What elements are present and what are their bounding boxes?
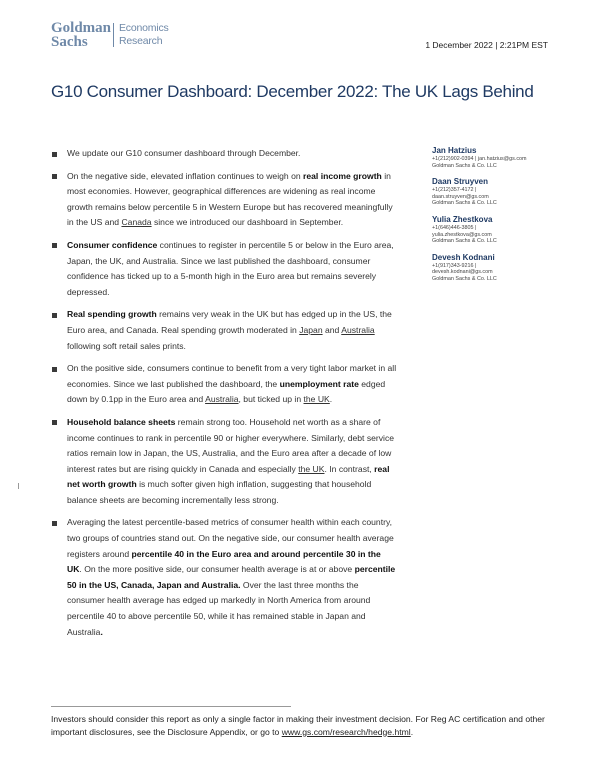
- author-name: Jan Hatzius: [432, 146, 477, 155]
- footer-divider: [51, 706, 291, 707]
- author-card: [432, 177, 572, 207]
- report-title: G10 Consumer Dashboard: December 2022: The UK Lags Behind: [51, 82, 534, 101]
- disclosure-link[interactable]: www.gs.com/research/hedge.html: [281, 726, 411, 737]
- author-firm: Goldman Sachs & Co. LLC: [432, 275, 497, 282]
- bullet-item: We update our G10 consumer dashboard through December.: [51, 146, 397, 162]
- author-email[interactable]: devesh.kodnani@gs.com: [432, 269, 493, 276]
- bullet-item: Real spending growth remains very weak in the UK but has edged up in the US, the Euro area, and Canada. Real spending growth moderated in Japan and Australia following soft retail sales prints.: [51, 307, 397, 354]
- division-name: Economics Research: [119, 22, 169, 47]
- bullet-item: Averaging the latest percentile-based metrics of consumer health within each country, two groups of countries stand out. On the negative side, our consumer health average registers around percentile 40 in the Euro area and around percentile 30 in the UK. On the more positive side, our consumer health average is at or above percentile 50 in the US, Canada, Japan and Australia. Over the last three months the consumer health average has edged up markedly in North America from around percentile 40 to above percentile 50, while it has remained stable in Japan and Australia.: [51, 515, 397, 640]
- bullet-item: On the positive side, consumers continue to benefit from a very tight labor market in all economies. Since we last published the dashboard, the unemployment rate edged down by 0.1pp in the Euro area and Australia, but ticked up in the UK.: [51, 361, 397, 408]
- author-firm: Goldman Sachs & Co. LLC: [432, 238, 497, 245]
- author-phone: +1(917)343-9216 |: [432, 262, 477, 269]
- link-japan[interactable]: Japan: [299, 324, 323, 335]
- author-list: [432, 146, 572, 291]
- author-name: Daan Struyven: [432, 177, 489, 187]
- summary-bullets: [51, 146, 397, 647]
- author-phone: +1(646)446-3805 |: [432, 224, 477, 231]
- margin-mark: [18, 483, 19, 489]
- author-email[interactable]: yulia.zhestkova@gs.com: [432, 231, 492, 238]
- author-card: [432, 253, 572, 283]
- link-canada[interactable]: Canada: [121, 217, 152, 228]
- author-firm: Goldman Sachs & Co. LLC: [432, 162, 497, 169]
- author-phone: +1(212)357-4172 |: [432, 187, 477, 194]
- bullet-item: Consumer confidence continues to register in percentile 5 or below in the Euro area, Japan, the UK, and Australia. Since we last published the dashboard, consumer confidence has ticked up to a 5-month high in the Euro area but remains severely depressed.: [51, 238, 397, 300]
- author-name: Devesh Kodnani: [432, 252, 495, 262]
- author-contact[interactable]: +1(212)902-0394 | jan.hatzius@gs.com: [432, 156, 527, 162]
- logo-divider: [113, 23, 114, 47]
- link-the-uk[interactable]: the UK: [303, 394, 330, 405]
- author-name: Yulia Zhestkova: [432, 214, 493, 224]
- link-the-uk[interactable]: the UK: [298, 463, 325, 474]
- link-australia[interactable]: Australia: [341, 324, 375, 335]
- goldman-sachs-logo: [51, 21, 191, 51]
- link-australia[interactable]: Australia: [205, 394, 239, 405]
- author-email[interactable]: daan.struyven@gs.com: [432, 193, 489, 200]
- disclosure-footer: Investors should consider this report as only a single factor in making their investment decision. For Reg AC certification and other important disclosures, see the Disclosure Appendix, or go to www.gs.com/research/hedge.html.: [51, 714, 545, 737]
- bullet-item: Household balance sheets remain strong too. Household net worth as a share of income continues to rank in percentile 90 or higher everywhere. Similarly, debt service ratios remain low in Japan, the US, Australia, and the Euro area after a decade of low interest rates but are rising quickly in Canada and especially the UK. In contrast, real net worth growth is much softer given high inflation, suggesting that household balance sheets are becoming incrementally less strong.: [51, 415, 397, 509]
- brand-name: Goldman Sachs: [51, 20, 112, 50]
- author-card: [432, 146, 572, 169]
- publication-date: 1 December 2022 | 2:21PM EST: [425, 40, 548, 50]
- author-firm: Goldman Sachs & Co. LLC: [432, 200, 497, 207]
- bullet-item: On the negative side, elevated inflation continues to weigh on real income growth in most economies. However, geographical differences are widening as real income growth remains below percentile 5 in Western Europe but has recovered meaningfully in the US and Canada since we introduced our dashboard in September.: [51, 169, 397, 231]
- author-card: [432, 215, 572, 245]
